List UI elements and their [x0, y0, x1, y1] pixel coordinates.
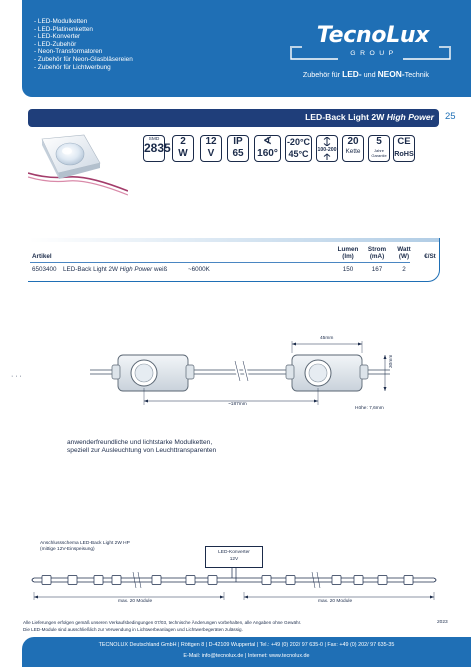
- description-line: speziell zur Ausleuchtung von Leuchttransparenten: [67, 447, 217, 455]
- page-number: 25: [445, 111, 456, 122]
- company-address: TECNOLUX Deutschland GmbH | Röttgen 8 | D-42109 Wuppertal | Tel.: +49 (0) 202/ 97 635-0 | Fax: +49 (0) 202/ 97 635-35: [98, 642, 395, 648]
- category-item: - LED-Platinenketten: [34, 25, 93, 33]
- category-item: - LED-Konverter: [34, 33, 81, 41]
- terms-note: Alle Lieferungen erfolgen gemäß unseren Verkaufsbedingungen 07/03, technische Änderungen vorbehalten, alle Angaben ohne Gewähr.: [23, 620, 302, 625]
- col-strom-label: Strom: [367, 246, 387, 253]
- col-artikel: Artikel: [32, 253, 52, 260]
- converter-label: LED-Konverter: [218, 550, 250, 555]
- spec-range-value: 100-200: [317, 147, 337, 153]
- spec-chain-value: 20: [347, 136, 359, 147]
- spec-ip-label: IP: [233, 136, 243, 147]
- tagline-suffix: Technik: [404, 70, 429, 79]
- chain-continuation-dots: · · ·: [11, 373, 22, 380]
- spec-warranty-unit: Jahre Garantie: [371, 148, 387, 158]
- width-dimension-label: 45mm: [320, 336, 334, 341]
- category-item: - LED-Zubehör: [34, 40, 77, 48]
- wiring-title-line: Anschlussschema LED-Back Light 2W HP: [40, 541, 130, 546]
- col-watt-label: Watt: [397, 246, 411, 253]
- description-line: anwenderfreundliche und lichtstarke Modulketten,: [67, 439, 213, 446]
- col-watt: [393, 246, 415, 261]
- desc-italic: High Power: [119, 266, 153, 273]
- cell-watt: 2: [402, 266, 406, 273]
- col-price: €/St: [424, 253, 436, 260]
- col-lumen-unit: (lm): [342, 253, 354, 261]
- col-watt-unit: (W): [398, 253, 410, 261]
- spec-mounting-distance: [316, 135, 338, 162]
- col-strom: [364, 246, 390, 261]
- logo-group-text: GROUP: [350, 50, 398, 57]
- tagline-led: LED-: [342, 69, 362, 79]
- col-lumen: [334, 246, 362, 261]
- product-title: [305, 112, 434, 122]
- spec-angle-value: 160°: [257, 148, 278, 159]
- spec-temperature: [285, 135, 312, 162]
- header-banner: [22, 0, 471, 97]
- catalog-year: 2023: [437, 620, 448, 625]
- spec-smd-type: [143, 135, 171, 162]
- spec-power: [172, 135, 194, 162]
- spec-smd-label: SMD: [148, 137, 160, 142]
- spec-chain-unit: Kette: [345, 148, 361, 155]
- height-dimension-label: 30mm: [389, 354, 394, 368]
- spec-power-unit: W: [178, 148, 188, 159]
- tagline-neon: NEON-: [377, 69, 405, 79]
- spec-certification: [393, 135, 415, 162]
- category-item: - LED-Modulketten: [34, 18, 88, 25]
- vertical-arrows-icon: [317, 137, 337, 146]
- header-tagline: [303, 69, 429, 79]
- tagline-prefix: Zubehör für: [302, 70, 343, 79]
- arrow-up-icon: [317, 153, 337, 160]
- col-strom-unit: (mA): [369, 253, 385, 261]
- wiring-subtitle-line: (mittige 12V-Einspeisung): [40, 547, 95, 552]
- spec-smd-value: 2835: [144, 141, 171, 155]
- tagline-mid: und: [361, 70, 378, 79]
- title-italic: High Power: [386, 112, 434, 122]
- spec-ip-value: 65: [232, 148, 244, 159]
- spec-warranty-value: 5: [376, 136, 382, 147]
- product-description: [67, 439, 216, 456]
- converter-voltage: 12V: [229, 557, 239, 562]
- col-lumen-label: Lumen: [337, 246, 359, 253]
- led-converter-box: [205, 546, 263, 568]
- company-footer: [22, 637, 471, 667]
- cell-lumen: 150: [342, 266, 354, 273]
- spec-chain-length: [342, 135, 364, 162]
- spec-voltage-unit: V: [207, 148, 215, 159]
- spec-ip-rating: [227, 135, 249, 162]
- spec-warranty: [368, 135, 390, 162]
- left-range-label: max. 20 Module: [118, 599, 153, 604]
- usage-note: Die LED-Module sind ausschließlich zur Verwendung in Lichtwerbeanlagen und Lichtwerbegeräten zulässig.: [23, 627, 243, 632]
- ce-mark-icon: CE: [397, 136, 411, 147]
- rohs-mark: RoHS: [394, 149, 414, 158]
- tecnolux-logo: [288, 21, 453, 65]
- product-photo: [28, 133, 128, 199]
- desc-suffix: weiß: [152, 266, 168, 273]
- cell-color-temp: ~6000K: [188, 266, 210, 273]
- spec-temp-max: 45°C: [288, 149, 309, 159]
- spec-voltage: [200, 135, 222, 162]
- company-contact[interactable]: E-Mail: info@tecnolux.de | Internet: www.tecnolux.de: [183, 653, 310, 659]
- angle-icon: ∢: [263, 136, 272, 147]
- module-height-note: Höhe: 7,6mm: [355, 406, 384, 411]
- category-item: - Zubehör für Lichtwerbung: [34, 63, 111, 71]
- spacing-dimension-label: ~187mm: [228, 402, 247, 407]
- title-main: LED-Back Light 2W: [305, 112, 387, 122]
- product-title-bar: [28, 109, 439, 127]
- cell-art-nr: 6503400: [32, 266, 57, 273]
- spec-voltage-value: 12: [205, 136, 217, 147]
- category-item: - Neon-Transformatoren: [34, 48, 103, 56]
- right-range-label: max. 20 Module: [318, 599, 353, 604]
- cell-strom: 167: [371, 266, 383, 273]
- desc-main: LED-Back Light 2W: [63, 266, 120, 273]
- cell-description: [63, 266, 167, 273]
- table-row-divider: [30, 262, 410, 263]
- category-item: - Zubehör für Neon-Glasbläsereien: [34, 55, 133, 63]
- spec-power-value: 2: [180, 136, 186, 147]
- logo-wordmark: TecnoLux: [316, 23, 430, 48]
- product-category-list: [34, 18, 133, 71]
- spec-temp-min: -20°C: [286, 137, 311, 147]
- wiring-title: [40, 541, 130, 553]
- dimension-drawing: [60, 333, 420, 413]
- spec-beam-angle: [254, 135, 281, 162]
